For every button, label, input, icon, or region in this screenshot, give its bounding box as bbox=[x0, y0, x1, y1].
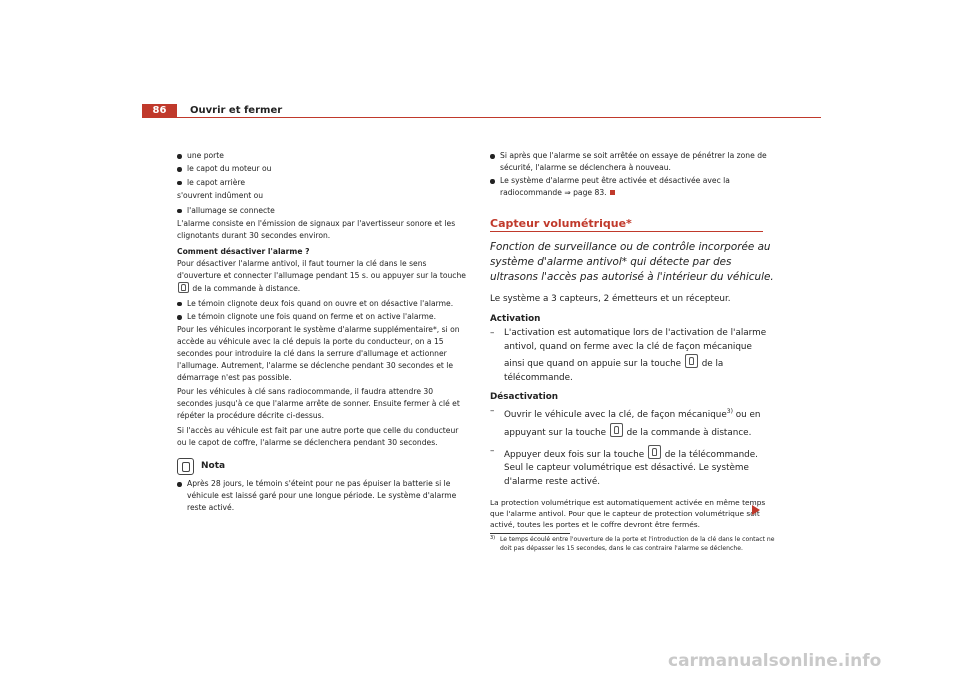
text: L'activation est automatique lors de l'activation de l'alarme antivol, quand on ferme avec la clé de façon mécanique ainsi que quand on appuie sur la touche bbox=[504, 328, 767, 370]
paragraph: Pour les véhicules à clé sans radiocommande, il faudra attendre 30 secondes jusqu'à ce que l'alarme arrête de sonner. Ensuite fermer à clé et répéter la procédure décrite ci-dessus. bbox=[177, 387, 460, 420]
footnote-text: Le temps écoulé entre l'ouverture de la porte et l'introduction de la clé dans le contact ne doit pas dépasser les 15 secondes, dans le cas contraire l'alarme se déclenche. bbox=[500, 536, 775, 553]
paragraph: Le système a 3 capteurs, 2 émetteurs et un récepteur. bbox=[490, 294, 731, 305]
text: Le système d'alarme peut être activée et désactivée avec la radiocommande ⇒ page 83. bbox=[500, 176, 730, 197]
footnote-ref: 3) bbox=[726, 408, 733, 416]
paragraph: Si l'accès au véhicule est fait par une autre porte que celle du conducteur ou le capot de coffre, l'alarme se déclenchera pendant 30 secondes. bbox=[177, 425, 459, 447]
text: de la commande à distance. bbox=[626, 427, 752, 438]
header-rule bbox=[142, 117, 821, 118]
list-item bbox=[490, 327, 775, 385]
footnote-rule bbox=[490, 533, 570, 534]
paragraph-desactiver bbox=[177, 258, 467, 294]
unlock-key-icon bbox=[178, 282, 189, 293]
text: de la commande à distance. bbox=[192, 283, 301, 293]
unlock-key-icon bbox=[610, 423, 623, 437]
paragraph: s'ouvrent indûment ou bbox=[177, 190, 264, 200]
subheading-desactivation: Désactivation bbox=[490, 391, 559, 402]
list-item: Le témoin clignote deux fois quand on ouvre et on désactive l'alarme. bbox=[177, 298, 467, 310]
right-column bbox=[490, 150, 775, 554]
watermark: carmanualsonline.info bbox=[668, 651, 882, 671]
list-item: Le témoin clignote une fois quand on ferme et on active l'alarme. bbox=[177, 311, 467, 323]
footnote bbox=[490, 536, 775, 554]
page-number: 86 bbox=[142, 104, 177, 118]
end-marker-icon bbox=[610, 190, 615, 195]
list-item: l'allumage se connecte bbox=[177, 205, 467, 217]
page-title: Ouvrir et fermer bbox=[190, 105, 283, 116]
paragraph: L'alarme consiste en l'émission de signaux par l'avertisseur sonore et les clignotants durant 30 secondes environ. bbox=[177, 218, 456, 240]
paragraph-protection: La protection volumétrique est automatiquement activée en même temps que l'alarme antivol. Pour que le capteur de protection volumétrique soit activé, toutes les portes et le coffre devront être fermés. bbox=[490, 498, 766, 530]
text: Pour désactiver l'alarme antivol, il faut tourner la clé dans le sens d'ouverture et connecter l'allumage pendant 15 s. ou appuyer sur la touche bbox=[177, 259, 466, 281]
text: de la télécommande. Seul le capteur volumétrique est désactivé. Le système d'alarme reste activé. bbox=[504, 450, 758, 487]
note-title: Nota bbox=[201, 460, 226, 471]
text: Ouvrir le véhicule avec la clé, de façon mécanique bbox=[504, 410, 727, 421]
unlock-key-icon bbox=[648, 445, 661, 459]
text: ou en appuyant sur la touche bbox=[504, 410, 761, 438]
left-column bbox=[177, 150, 467, 515]
capteur-body bbox=[490, 293, 775, 489]
list-item: une porte bbox=[177, 150, 467, 162]
list-item: le capot du moteur ou bbox=[177, 163, 467, 175]
list-item-radio bbox=[490, 175, 775, 199]
note-icon bbox=[177, 458, 194, 475]
list-item bbox=[490, 405, 775, 440]
footnote-mark: 3) bbox=[490, 535, 496, 542]
section-title: Capteur volumétrique* bbox=[490, 218, 763, 233]
list-item: le capot arrière bbox=[177, 177, 467, 189]
note-header bbox=[177, 458, 467, 475]
list-item: Si après que l'alarme se soit arrêtée on essaye de pénétrer la zone de sécurité, l'alarme se déclenchera à nouveau. bbox=[490, 150, 775, 174]
text: Appuyer deux fois sur la touche bbox=[504, 450, 645, 461]
subheading-activation: Activation bbox=[490, 313, 541, 324]
next-page-arrow-icon[interactable] bbox=[752, 505, 760, 515]
lock-key-icon bbox=[685, 354, 698, 368]
list-item: Après 28 jours, le témoin s'éteint pour ne pas épuiser la batterie si le véhicule est laissé garé pour une longue période. Le système d'alarme reste activé. bbox=[177, 478, 467, 513]
section-subtitle: Fonction de surveillance ou de contrôle incorporée au système d'alarme antivol* qui détecte par des ultrasons l'accès pas autorisé à l'intérieur du véhicule. bbox=[490, 241, 774, 284]
list-item bbox=[490, 445, 775, 489]
paragraph: Pour les véhicules incorporant le système d'alarme supplémentaire*, si on accède au véhicule avec la clé depuis la porte du conducteur, on a 15 secondes pour introduire la clé dans la serrure d'allumage et actionner l'allumage. Autrement, l'alarme se déclenche pendant 30 secondes et le démarrage n'est pas possible. bbox=[177, 325, 460, 382]
text: de la télécommande. bbox=[504, 359, 724, 383]
subheading-desactiver: Comment désactiver l'alarme ? bbox=[177, 246, 310, 256]
